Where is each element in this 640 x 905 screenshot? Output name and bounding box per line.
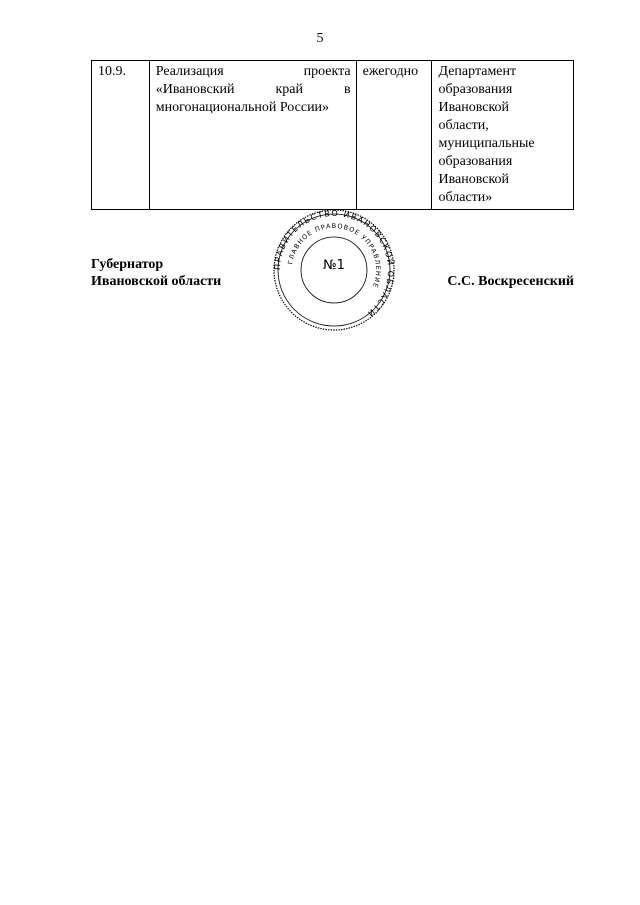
page-number: 5 [316,31,324,46]
responsible-line: Департамент [438,64,517,79]
row-number-cell: 10.9. [92,61,150,210]
table-row [92,61,574,210]
row-responsible-cell [432,61,574,210]
stamp-inner-text: ГЛАВНОЕ ПРАВОВОЕ УПРАВЛЕНИЕ [286,221,383,290]
responsible-line: образования [438,154,513,169]
responsible-line: Ивановской [438,172,510,187]
responsible-line: образования [438,82,513,97]
signatory-position [91,256,221,290]
signatory-position-line: Губернатор [91,257,164,272]
stamp-outer-text: ПРАВИТЕЛЬСТВО ИВАНОВСКОЙ ОБЛАСТИ [272,208,396,319]
signatory-name: С.С. Воскресенский [447,274,574,289]
responsible-line: области» [438,190,493,205]
responsible-line: Ивановской [438,100,510,115]
stamp-number: №1 [323,258,345,273]
measures-table [91,60,574,210]
row-term-cell: ежегодно [356,61,432,210]
signatory-position-line: Ивановской области [91,274,222,289]
row-task-cell: Реализация проекта «Ивановский край в многонациональной России» [149,61,356,210]
responsible-line: муниципальные [438,136,535,151]
responsible-line: области, [438,118,489,133]
official-stamp [272,208,396,332]
